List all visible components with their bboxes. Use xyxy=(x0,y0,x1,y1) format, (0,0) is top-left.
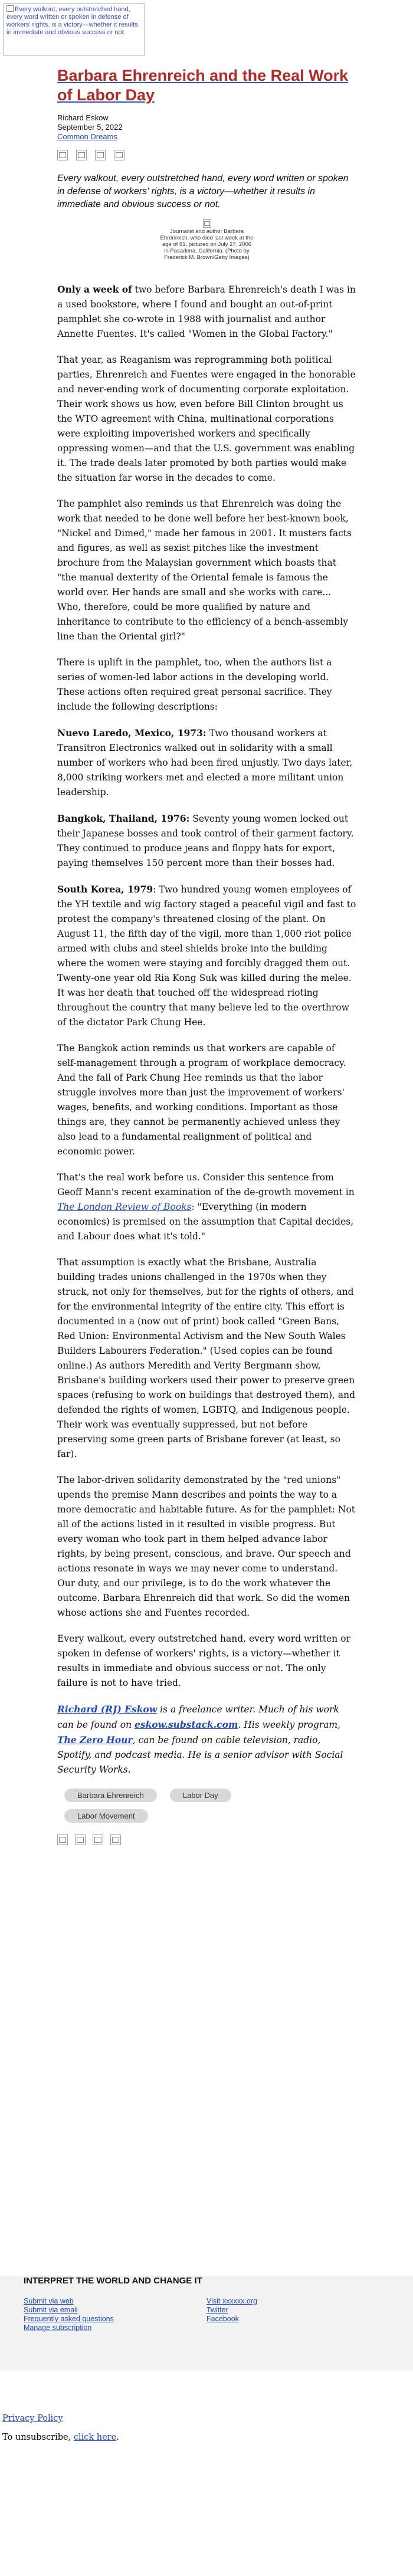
tag-list xyxy=(57,1789,356,1830)
paragraph: The pamphlet also reminds us that Ehrenreich was doing the work that needed to be done well before her best-known book, "Nickel and Dimed," made her famous in 2001. It musters facts and figures, as well as sexist pitches like the investment brochure from the Malaysian government which boasts that "the manual dexterity of the Oriental female is famous the world over. Her hands are small and she works with care... Who, therefore, could be more qualified by nature and inheritance to contribute to the efficiency of a bench-assembly line than the Oriental girl?" xyxy=(57,498,352,642)
share-icon[interactable] xyxy=(95,150,106,160)
byline xyxy=(57,113,356,142)
share-icon[interactable] xyxy=(93,1835,103,1845)
article-title[interactable]: Barbara Ehrenreich and the Real Work of Labor Day xyxy=(57,67,349,104)
paragraph: Only a week of two before Barbara Ehrenreich's death I was in a used bookstore, where I found and bought an out-of-print pamphlet she co-wrote in 1988 with journalist and author Annette Fuentes. It's called "Women in the Global Factory." xyxy=(57,284,356,339)
tag[interactable]: Barbara Ehrenreich xyxy=(64,1789,157,1802)
paragraph: Nuevo Laredo, Mexico, 1973: Two thousand workers at Transitron Electronics walked out in solidarity with a small number of workers who had been fired unjustly. Two days later, 8,000 striking workers met and elected a more militant union leadership. xyxy=(57,727,353,798)
date: September 5, 2022 xyxy=(57,123,123,132)
share-icon[interactable] xyxy=(110,1835,121,1845)
author-link[interactable]: Richard (RJ) Eskow xyxy=(57,1704,158,1715)
footer-right-links xyxy=(206,2297,257,2324)
privacy-policy-link[interactable]: Privacy Policy xyxy=(2,2414,63,2423)
paragraph: The labor-driven solidarity demonstrated by the "red unions" upends the premise Mann describes and points the way to a more democratic and habitable future. As for the pamphlet: Not all of the actions listed in it resulted in visible progress. But every woman who took part in them helped advance labor rights, by being present, conscious, and brave. Our speech and actions resonate in ways we may never come to understand. Our duty, and our privilege, is to do the work whatever the outcome. Barbara Ehrenreich did that work. So did the women whose actions she and Fuentes recorded. xyxy=(57,1475,355,1618)
footer-left-links xyxy=(24,2297,114,2332)
share-icon[interactable] xyxy=(57,150,68,160)
broken-image-icon xyxy=(203,219,211,228)
author: Richard Eskow xyxy=(57,113,109,122)
unsubscribe-link[interactable]: click here xyxy=(73,2433,117,2442)
paragraph: Every walkout, every outstretched hand, every word written or spoken in defense of workers' rights, is a victory—whether it results in immediate and obvious success or not. The only failure is not to have tried. xyxy=(57,1633,350,1688)
photo-caption: Journalist and author Barbara Ehrenreich, who died last week at the age of 81, pictured on July 27, 2006 in Pasadena, California. (Photo by Frederick M. Brown/Getty Images) xyxy=(160,228,254,261)
broken-image-icon xyxy=(6,5,14,12)
paragraph: The Bangkok action reminds us that workers are capable of self-management through a program of workplace democracy. And the fall of Park Chung Hee reminds us that the labor struggle involves more than just the improvement of workers' wages, benefits, and working conditions. Important as those things are, they cannot be permanently achieved unless they also lead to a fundamental realignment of political and economic power. xyxy=(57,1043,346,1157)
paragraph: That's the real work before us. Consider this sentence from Geoff Mann's recent examination of the de-growth movement in The London Review of Books: "Everything (in modern economics) is premised on the assumption that Capital decides, and Labour does what it's told." xyxy=(57,1172,355,1242)
source-link[interactable]: Common Dreams xyxy=(57,132,117,141)
share-icon[interactable] xyxy=(57,1835,68,1845)
photo xyxy=(160,219,254,261)
paragraph: That year, as Reaganism was reprogramming both political parties, Ehrenreich and Fuentes were engaged in the honorable and never-ending work of documenting corporate exploitation. Their work shows us how, even before Bill Clinton brought us the WTO agreement with China, multinational corporations were exploiting impoverished workers and specifically oppressing women—and that the U.S. government was enabling it. The trade deals later promoted by both parties would make the situation far worse in the decades to come. xyxy=(57,355,356,483)
submit-web-link[interactable]: Submit via web xyxy=(24,2297,74,2305)
header-image-alt: Every walkout, every outstretched hand, every word written or spoken in defense of workers' rights, is a victory—whether it results in immediate and obvious success or not. xyxy=(6,6,138,36)
paragraph: There is uplift in the pamphlet, too, when the authors list a series of women-led labor actions in the developing world. These actions often required great personal sacrifice. They include the following descriptions: xyxy=(57,657,332,712)
submit-email-link[interactable]: Submit via email xyxy=(24,2306,78,2314)
visit-site-link[interactable]: Visit xxxxxx.org xyxy=(206,2297,257,2305)
tag[interactable]: Labor Day xyxy=(170,1789,231,1802)
footer-heading: INTERPRET THE WORLD AND CHANGE IT xyxy=(24,2276,202,2286)
share-icon[interactable] xyxy=(76,150,87,160)
paragraph: Bangkok, Thailand, 1976: Seventy young women locked out their Japanese bosses and took control of their garment factory. They continued to produce jeans and floppy hats for export, paying themselves 150 percent more than their bosses had. xyxy=(57,813,354,868)
paragraph: That assumption is exactly what the Brisbane, Australia building trades unions challenged in the 1970s when they struck, not only for themselves, but for the rights of others, and for the environmental integrity of the entire city. This effort is documented in a (now out of print) book called "Green Bans, Red Union: Environmental Activism and the New South Wales Builders Labourers Federation." (Used copies can be found online.) As authors Meredith and Verity Bergmann show, Brisbane's building workers used their power to preserve green spaces (refusing to work on buildings that destroyed them), and defended the rights of women, LGBTQ, and Indigenous people. Their work was eventually suppressed, but not before preserving some green parts of Brisbane forever (at least, so far). xyxy=(57,1257,356,1459)
substack-link[interactable]: eskow.substack.com xyxy=(134,1719,238,1730)
share-icons-bottom xyxy=(57,1835,356,1845)
bottom-links xyxy=(2,2413,119,2443)
author-bio: Richard (RJ) Eskow is a freelance writer. Much of his work can be found on eskow.substack.com. His weekly program, The Zero Hour, can be found on cable television, radio, Spotify, and podcast media. He is a senior advisor with Social Security Works. xyxy=(57,1704,343,1775)
header-image[interactable] xyxy=(4,4,145,55)
manage-subscription-link[interactable]: Manage subscription xyxy=(24,2324,92,2332)
unsubscribe-line: To unsubscribe, click here. xyxy=(2,2433,119,2442)
zero-hour-link[interactable]: The Zero Hour xyxy=(57,1734,133,1745)
share-icons xyxy=(57,150,356,163)
facebook-link[interactable]: Facebook xyxy=(206,2315,239,2323)
share-icon[interactable] xyxy=(75,1835,86,1845)
article xyxy=(57,66,356,1845)
tag[interactable]: Labor Movement xyxy=(64,1809,148,1823)
share-icon[interactable] xyxy=(114,150,124,160)
twitter-link[interactable]: Twitter xyxy=(206,2306,228,2314)
footer xyxy=(0,2276,413,2370)
paragraph: South Korea, 1979: Two hundred young women employees of the YH textile and wig factory staged a peaceful vigil and fast to protest the company's threatened closing of the plant. On August 11, the fifth day of the vigil, more than 1,000 riot police armed with clubs and steel shields broke into the building where the women were staying and forcibly dragged them out. Twenty-one year old Ria Kong Suk was killed during the melee. It was her death that touched off the widespread rioting throughout the country that many believe led to the overthrow of the dictator Park Chung Hee. xyxy=(57,884,356,1028)
faq-link[interactable]: Frequently asked questions xyxy=(24,2315,114,2323)
lrb-link[interactable]: The London Review of Books xyxy=(57,1202,192,1212)
lede: Every walkout, every outstretched hand, every word written or spoken in defense of workers' rights, is a victory—whether it results in immediate and obvious success or not. xyxy=(57,173,349,209)
